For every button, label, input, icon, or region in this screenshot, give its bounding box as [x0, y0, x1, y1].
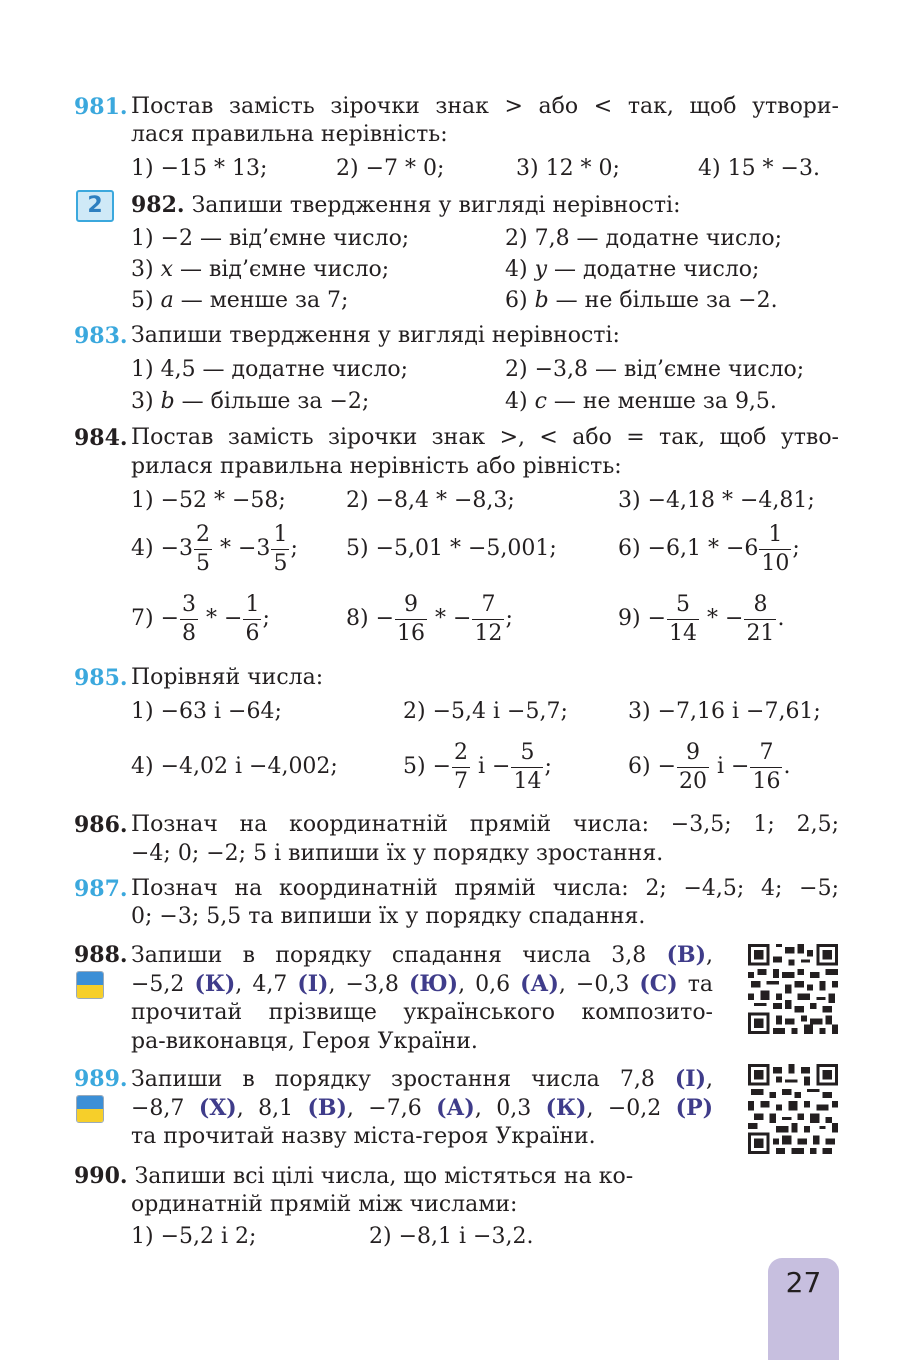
exercise-983-item-1: 1) 4,5 — додатне число;	[131, 357, 409, 382]
exercise-985-item-4: 4) −4,02 і −4,002;	[131, 754, 338, 779]
exercise-984-item-8: 8) − $\frac{9}{16}$ * − $\frac{7}{12}$ ;	[346, 591, 513, 646]
exercise-990-heading	[74, 1161, 633, 1192]
exercise-986-text-line2: −4; 0; −2; 5 і випиши їх у порядку зростання.	[131, 841, 664, 866]
exercise-number-990: 990.	[74, 1163, 128, 1189]
exercise-981-text-line2: лася правильна нерівність:	[131, 122, 448, 147]
exercise-982-heading	[131, 190, 681, 221]
exercise-983-text: Запиши твердження у вигляді нерівності:	[131, 323, 620, 348]
page-number-tab	[768, 1258, 839, 1360]
page-number: 27	[785, 1266, 822, 1299]
exercise-986-text-line1: Познач на координатній прямій числа: −3,5; 1; 2,5;	[131, 812, 839, 837]
exercise-989-line1: Запиши в порядку зростання числа 7,8 (І),	[131, 1066, 713, 1092]
exercise-984-item-5: 5) −5,01 * −5,001;	[346, 536, 557, 561]
exercise-985-item-2: 2) −5,4 і −5,7;	[403, 699, 568, 724]
exercise-985-item-6: 6) − $\frac{9}{20}$ і − $\frac{7}{16}$ .	[628, 739, 791, 794]
exercise-number-982: 982.	[131, 192, 185, 218]
exercise-985-item-3: 3) −7,16 і −7,61;	[628, 699, 821, 724]
exercise-985-item-1: 1) −63 і −64;	[131, 699, 282, 724]
exercise-984-item-7: 7) − $\frac{3}{8}$ * − $\frac{1}{6}$ ;	[131, 591, 270, 646]
exercise-982-text: Запиши твердження у вигляді нерівності:	[191, 193, 681, 218]
exercise-983-item-3: 3) b — більше за −2;	[131, 389, 370, 414]
exercise-number-987: 987.	[74, 876, 128, 902]
level-badge: 2	[76, 190, 114, 222]
exercise-984-item-4: 4) −3 $\frac{2}{5}$ * −3 $\frac{1}{5}$ ;	[131, 521, 298, 576]
exercise-988-line3: прочитай прізвище українського композито-	[131, 1000, 713, 1025]
exercise-984-item-6: 6) −6,1 * −6 $\frac{1}{10}$ ;	[618, 521, 800, 576]
exercise-988-line4: ра-виконавця, Героя України.	[131, 1029, 478, 1054]
exercise-990-text-line1: Запиши всі цілі числа, що містяться на ко-	[127, 1164, 634, 1189]
exercise-981-item-4: 4) 15 * −3.	[698, 156, 820, 181]
exercise-number-988: 988.	[74, 942, 128, 968]
exercise-988-line1: Запиши в порядку спадання числа 3,8 (В),	[131, 942, 713, 968]
exercise-990-text-line2: ординатній прямій між числами:	[131, 1192, 518, 1217]
exercise-number-984: 984.	[74, 425, 128, 451]
exercise-982-item-2: 2) 7,8 — додатне число;	[505, 226, 783, 251]
ukraine-flag-icon	[76, 1095, 104, 1123]
exercise-990-item-2: 2) −8,1 і −3,2.	[369, 1224, 534, 1249]
exercise-number-985: 985.	[74, 665, 128, 691]
exercise-984-item-9: 9) − $\frac{5}{14}$ * − $\frac{8}{21}$ .	[618, 591, 785, 646]
exercise-982-item-4: 4) y — додатне число;	[505, 257, 760, 282]
exercise-989-line2: −8,7 (Х), 8,1 (В), −7,6 (А), 0,3 (К), −0,2 (Р)	[131, 1095, 714, 1121]
exercise-number-983: 983.	[74, 323, 128, 349]
exercise-982-item-5: 5) a — менше за 7;	[131, 288, 349, 313]
ukraine-flag-icon	[76, 971, 104, 999]
exercise-982-item-1: 1) −2 — від’ємне число;	[131, 226, 410, 251]
exercise-985-item-5: 5) − $\frac{2}{7}$ і − $\frac{5}{14}$ ;	[403, 739, 552, 794]
exercise-987-text-line1: Познач на координатній прямій числа: 2; −4,5; 4; −5;	[131, 876, 839, 901]
exercise-number-989: 989.	[74, 1066, 128, 1092]
exercise-983-item-2: 2) −3,8 — від’ємне число;	[505, 357, 805, 382]
exercise-number-986: 986.	[74, 812, 128, 838]
exercise-984-text-line2: рилася правильна нерівність або рівність:	[131, 454, 622, 479]
exercise-985-text: Порівняй числа:	[131, 665, 324, 690]
exercise-981-item-1: 1) −15 * 13;	[131, 156, 268, 181]
qr-code-icon[interactable]	[748, 1064, 838, 1154]
exercise-984-item-2: 2) −8,4 * −8,3;	[346, 488, 515, 513]
exercise-984-item-3: 3) −4,18 * −4,81;	[618, 488, 815, 513]
exercise-988-line2: −5,2 (К), 4,7 (І), −3,8 (Ю), 0,6 (А), −0,3 (С) та	[131, 971, 714, 997]
exercise-982-item-6: 6) b — не більше за −2.	[505, 288, 778, 313]
exercise-984-item-1: 1) −52 * −58;	[131, 488, 286, 513]
exercise-982-item-3: 3) x — від’ємне число;	[131, 257, 390, 282]
exercise-983-item-4: 4) c — не менше за 9,5.	[505, 389, 777, 414]
exercise-981-item-2: 2) −7 * 0;	[336, 156, 445, 181]
exercise-number-981: 981.	[74, 94, 128, 120]
exercise-987-text-line2: 0; −3; 5,5 та випиши їх у порядку спадання.	[131, 904, 646, 929]
exercise-989-line3: та прочитай назву міста-героя України.	[131, 1124, 596, 1149]
exercise-984-text-line1: Постав замість зірочки знак >, < або = так, щоб утво-	[131, 425, 839, 450]
exercise-990-item-1: 1) −5,2 і 2;	[131, 1224, 257, 1249]
exercise-981-item-3: 3) 12 * 0;	[516, 156, 620, 181]
exercise-981-text-line1: Постав замість зірочки знак > або < так, щоб утвори-	[131, 94, 839, 119]
qr-code-icon[interactable]	[748, 944, 838, 1034]
